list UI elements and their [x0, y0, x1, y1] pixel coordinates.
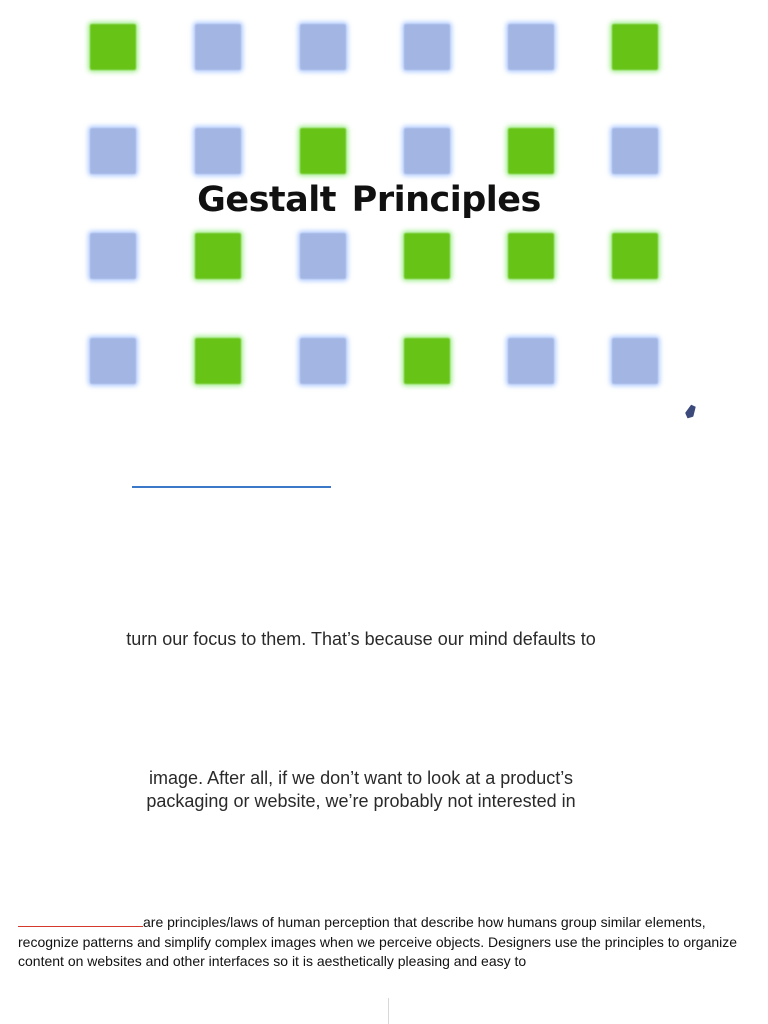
green-square [508, 233, 554, 279]
fragment-text-3: packaging or website, we’re probably not interested in [146, 791, 576, 811]
blue-square [508, 338, 554, 384]
green-square [612, 24, 658, 70]
blue-square [300, 233, 346, 279]
blue-square [612, 128, 658, 174]
green-square [90, 24, 136, 70]
blue-square [508, 24, 554, 70]
blue-square [404, 24, 450, 70]
blue-square [90, 233, 136, 279]
link-underline [132, 486, 331, 488]
green-square [404, 233, 450, 279]
blue-square [195, 24, 241, 70]
green-square [195, 338, 241, 384]
definition-text: are principles/laws of human perception that describe how humans group similar elements, recognize patterns and simplify complex images when we perceive objects. Designers use the principles to organize content on websites and other interfaces so it is aesthetically pleasing and easy to [18, 914, 738, 969]
green-square [300, 128, 346, 174]
fragment-text-1: turn our focus to them. That’s because our mind defaults to [126, 629, 596, 649]
green-square [195, 233, 241, 279]
blue-square [195, 128, 241, 174]
green-square [612, 233, 658, 279]
fragment-text-2: image. After all, if we don’t want to look at a product’s [149, 768, 573, 788]
green-square [404, 338, 450, 384]
blue-square [612, 338, 658, 384]
page-divider [388, 998, 389, 1024]
blue-square [404, 128, 450, 174]
blue-square [300, 338, 346, 384]
blue-square [90, 128, 136, 174]
green-square [508, 128, 554, 174]
page-title: Gestalt Principles [197, 180, 541, 220]
fill-in-blank[interactable] [18, 912, 143, 927]
definition-paragraph [18, 912, 748, 972]
blue-square [90, 338, 136, 384]
blue-square [300, 24, 346, 70]
